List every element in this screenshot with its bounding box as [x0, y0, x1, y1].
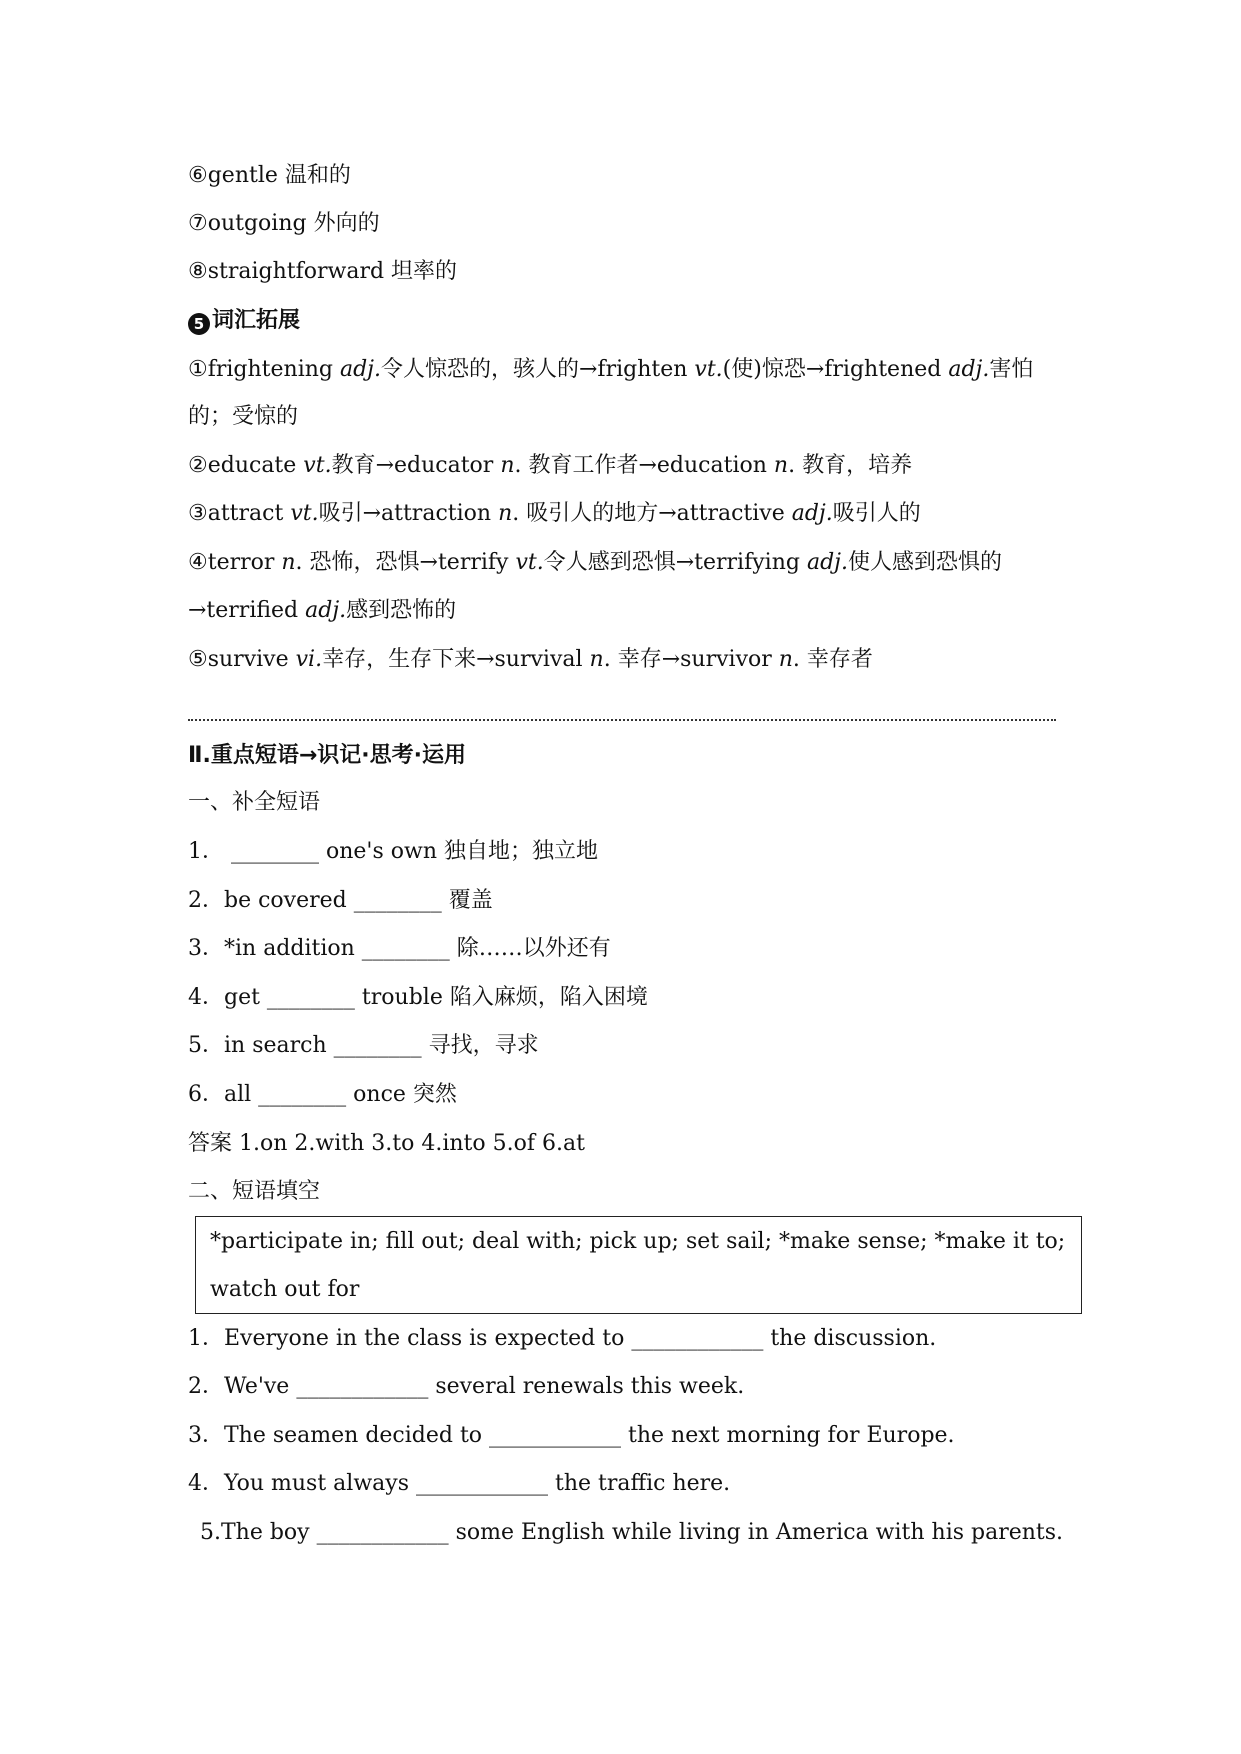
text: . 恐怖，恐惧→terrify	[295, 550, 516, 575]
text: . 吸引人的地方→attractive	[512, 501, 792, 526]
phrase-item-2: 2．be covered ________ 覆盖	[188, 888, 493, 913]
section-heading-vocab-expansion	[188, 306, 300, 336]
pos-label: adj.	[791, 501, 833, 526]
part-title-phrase-fill-in: 二、短语填空	[188, 1179, 321, 1204]
pos-label: vt.	[515, 550, 544, 575]
vocab-item-gentle: ⑥gentle 温和的	[188, 163, 351, 188]
text: 教育→educator	[331, 453, 501, 478]
vocab-expansion-line-5	[188, 548, 1002, 578]
fill-in-sentence-4: 4．You must always ____________ the traffic here.	[188, 1471, 731, 1496]
pos-label: vt.	[694, 357, 723, 382]
vocab-item-straightforward: ⑧straightforward 坦率的	[188, 259, 458, 284]
text: ①frightening	[188, 357, 340, 382]
pos-label: vi.	[295, 647, 323, 672]
phrase-item-6: 6．all ________ once 突然	[188, 1082, 457, 1107]
text: . 幸存→survivor	[603, 647, 779, 672]
phrase-item-5: 5．in search ________ 寻找，寻求	[188, 1033, 539, 1058]
section-title-key-phrases: Ⅱ.重点短语→识记·思考·运用	[188, 743, 466, 768]
pos-label: n	[773, 453, 789, 478]
phrase-word-bank-box	[195, 1216, 1082, 1314]
pos-label: n	[498, 501, 513, 526]
pos-label: adj.	[948, 357, 990, 382]
text: ②educate	[188, 453, 304, 478]
pos-label: n	[778, 647, 793, 672]
answer-label: 答案	[188, 1131, 233, 1156]
text: 感到恐怖的	[346, 598, 457, 623]
word-bank-line-1: *participate in; fill out; deal with; pick up; set sail; *make sense; *make it to;	[210, 1229, 1066, 1254]
phrase-item-3: 3．*in addition ________ 除……以外还有	[188, 936, 611, 961]
text: (使)惊恐→frightened	[722, 357, 949, 382]
answers-line	[188, 1129, 585, 1159]
text: 幸存，生存下来→survival	[322, 647, 590, 672]
text: 吸引人的	[832, 501, 921, 526]
fill-in-sentence-5: 5.The boy ____________ some English while living in America with his parents.	[200, 1520, 1064, 1545]
vocab-expansion-line-6	[188, 596, 456, 626]
text: 令人感到恐惧→terrifying	[543, 550, 807, 575]
pos-label: adj.	[339, 357, 381, 382]
answer-values: 1.on 2.with 3.to 4.into 5.of 6.at	[232, 1131, 585, 1156]
pos-label: n	[589, 647, 604, 672]
text: . 教育工作者→education	[514, 453, 774, 478]
pos-label: n	[281, 550, 296, 575]
vocab-expansion-line-3	[188, 451, 912, 481]
vocab-expansion-line-2: 的；受惊的	[188, 404, 299, 429]
text: ⑤survive	[188, 647, 296, 672]
fill-in-sentence-3: 3．The seamen decided to ____________ the next morning for Europe.	[188, 1423, 955, 1448]
word-bank-line-2: watch out for	[210, 1277, 360, 1302]
dotted-divider	[188, 719, 1056, 721]
text: 使人感到恐惧的	[847, 550, 1002, 575]
fill-in-sentence-2: 2．We've ____________ several renewals this week.	[188, 1374, 745, 1399]
vocab-item-outgoing: ⑦outgoing 外向的	[188, 211, 380, 236]
phrase-item-1: 1． ________ one's own 独自地；独立地	[188, 839, 598, 864]
text: ④terror	[188, 550, 282, 575]
pos-label: adj.	[806, 550, 848, 575]
pos-label: n	[500, 453, 515, 478]
vocab-expansion-line-7	[188, 645, 873, 675]
text: 害怕	[989, 357, 1034, 382]
pos-label: vt.	[290, 501, 319, 526]
text: 令人惊恐的，骇人的→frighten	[381, 357, 695, 382]
vocab-expansion-line-1	[188, 355, 1033, 385]
text: ③attract	[188, 501, 291, 526]
text: 吸引→attraction	[318, 501, 499, 526]
phrase-item-4: 4．get ________ trouble 陷入麻烦，陷入困境	[188, 985, 648, 1010]
fill-in-sentence-1: 1．Everyone in the class is expected to ____________ the discussion.	[188, 1326, 937, 1351]
vocab-expansion-line-4	[188, 499, 921, 529]
part-title-complete-phrases: 一、补全短语	[188, 790, 321, 815]
number-five-badge-icon: 5	[188, 313, 210, 335]
pos-label: vt.	[303, 453, 332, 478]
text: →terrified	[188, 598, 306, 623]
section-title: 词汇拓展	[212, 308, 301, 333]
pos-label: adj.	[305, 598, 347, 623]
text: . 幸存者	[792, 647, 873, 672]
text: . 教育，培养	[788, 453, 913, 478]
